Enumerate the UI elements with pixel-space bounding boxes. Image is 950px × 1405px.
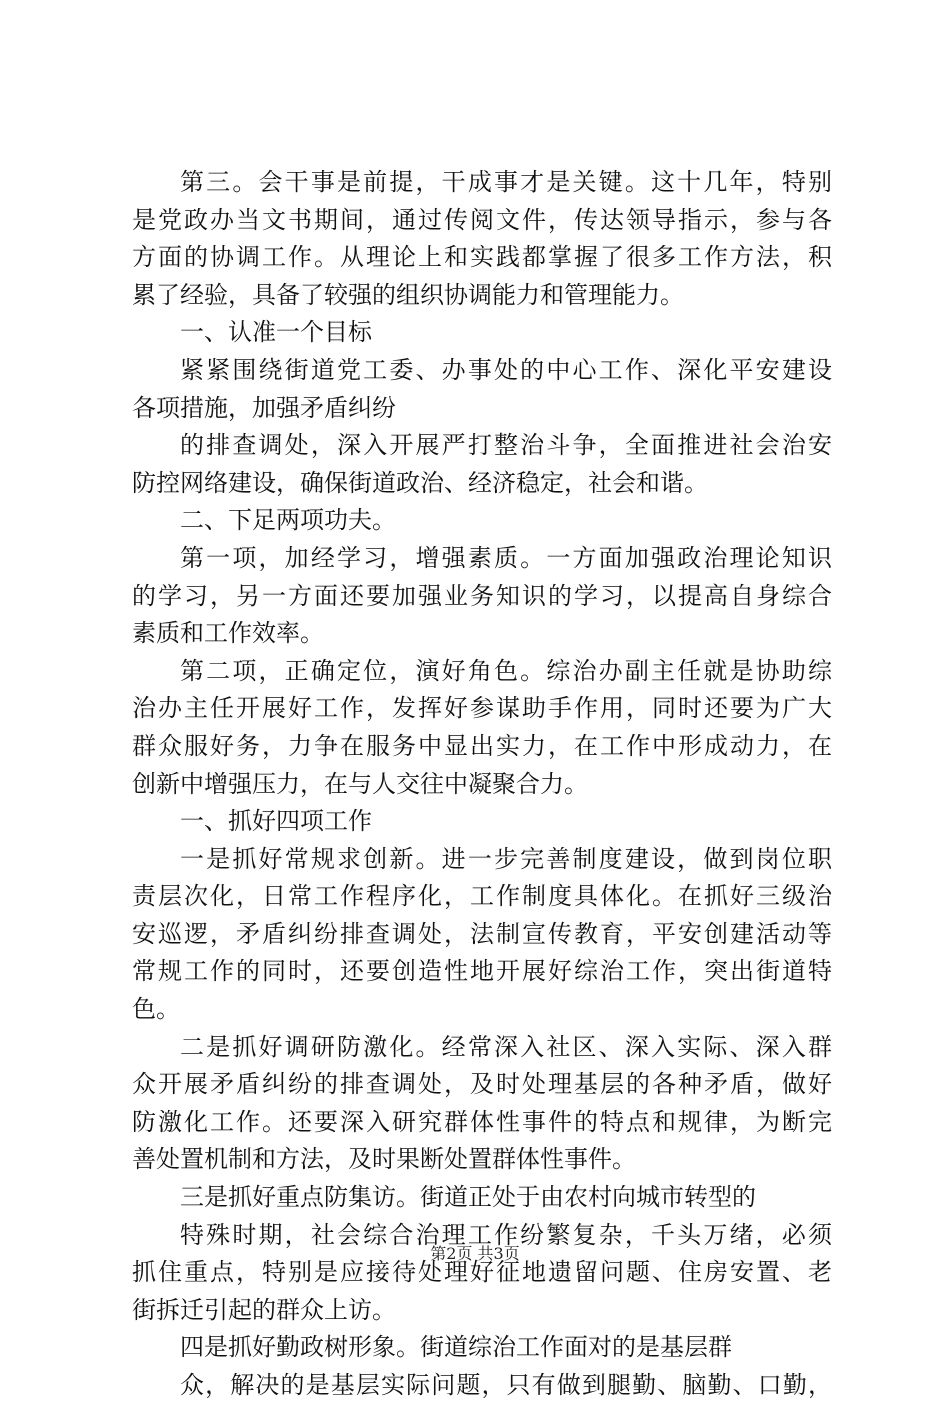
paragraph-line: 四是抓好勤政树形象。街道综治工作面对的是基层群 xyxy=(180,1333,732,1362)
paragraph-line: 防控网络建设，确保街道政治、经济稳定，社会和谐。 xyxy=(132,468,708,497)
paragraph-line: 街拆迁引起的群众上访。 xyxy=(132,1295,396,1324)
paragraph-line: 二是抓好调研防激化。经常深入社区、深入实际、深入群 xyxy=(180,1032,832,1061)
page-number-footer: 第2页 共3页 xyxy=(430,1244,520,1263)
section-heading: 二、下足两项功夫。 xyxy=(180,506,396,535)
paragraph-line: 累了经验，具备了较强的组织协调能力和管理能力。 xyxy=(132,280,684,309)
document-body xyxy=(132,164,832,1405)
paragraph-line: 第三。会干事是前提，干成事才是关键。这十几年，特别 xyxy=(180,168,832,196)
section-heading: 一、抓好四项工作 xyxy=(180,807,372,836)
paragraph-line: 抓住重点，特别是应接待处理好征地遗留问题、住房安置、老 xyxy=(132,1258,832,1287)
paragraph-line: 众，解决的是基层实际问题，只有做到腿勤、脑勤、口勤， xyxy=(180,1371,832,1399)
paragraph-line: 第一项，加经学习，增强素质。一方面加强政治理论知识 xyxy=(180,543,832,572)
section-heading: 一、认准一个目标 xyxy=(180,318,372,347)
paragraph-line: 紧紧围绕街道党工委、办事处的中心工作、深化平安建设 xyxy=(180,355,832,384)
paragraph-line: 众开展矛盾纠纷的排查调处，及时处理基层的各种矛盾，做好 xyxy=(132,1070,832,1099)
paragraph-line: 的学习，另一方面还要加强业务知识的学习，以提高自身综合 xyxy=(132,581,832,610)
paragraph-line: 是党政办当文书期间，通过传阅文件，传达领导指示，参与各 xyxy=(132,205,832,234)
paragraph-line: 三是抓好重点防集访。街道正处于由农村向城市转型的 xyxy=(180,1183,756,1212)
paragraph-line: 治办主任开展好工作，发挥好参谋助手作用，同时还要为广大 xyxy=(132,694,832,723)
paragraph-line: 群众服好务，力争在服务中显出实力，在工作中形成动力，在 xyxy=(132,731,832,760)
paragraph-line: 特殊时期，社会综合治理工作纷繁复杂，千头万绪，必须 xyxy=(180,1220,832,1249)
paragraph-line: 色。 xyxy=(132,995,180,1024)
paragraph-line: 安巡逻，矛盾纠纷排查调处，法制宣传教育，平安创建活动等 xyxy=(132,919,832,948)
paragraph-line: 各项措施，加强矛盾纠纷 xyxy=(132,393,396,422)
paragraph-line: 方面的协调工作。从理论上和实践都掌握了很多工作方法，积 xyxy=(132,243,832,272)
paragraph-line: 责层次化，日常工作程序化，工作制度具体化。在抓好三级治 xyxy=(132,882,832,911)
paragraph-line: 一是抓好常规求创新。进一步完善制度建设，做到岗位职 xyxy=(180,844,832,873)
paragraph-line: 第二项，正确定位，演好角色。综治办副主任就是协助综 xyxy=(180,656,832,685)
paragraph-line: 素质和工作效率。 xyxy=(132,619,324,648)
paragraph-line: 善处置机制和方法，及时果断处置群体性事件。 xyxy=(132,1145,636,1174)
paragraph-line: 的排查调处，深入开展严打整治斗争，全面推进社会治安 xyxy=(180,431,832,460)
paragraph-line: 创新中增强压力，在与人交往中凝聚合力。 xyxy=(132,769,588,798)
paragraph-line: 常规工作的同时，还要创造性地开展好综治工作，突出街道特 xyxy=(132,957,832,986)
paragraph-line: 防激化工作。还要深入研究群体性事件的特点和规律，为断完 xyxy=(132,1107,832,1136)
